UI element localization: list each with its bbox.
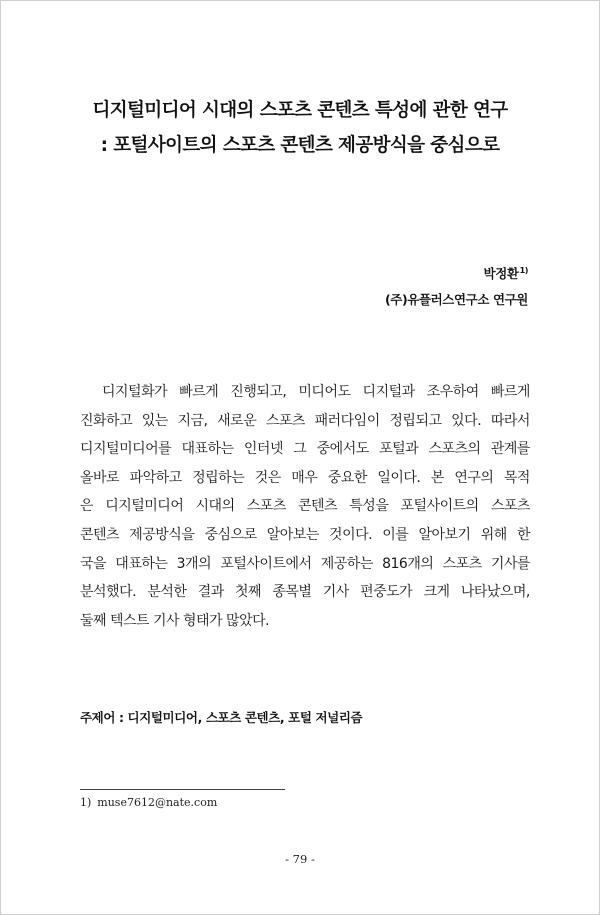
abstract-line: 국을 대표하는 3개의 포털사이트에서 제공하는 816개의 스포츠 기사를 <box>80 555 530 572</box>
footnote-mark: 1) <box>80 796 92 809</box>
author-footnote-mark: 1) <box>519 266 528 275</box>
footnote-divider <box>80 789 285 790</box>
footnote-email: muse7612@nate.com <box>97 796 218 809</box>
author-name-line <box>484 264 528 282</box>
abstract-line: 분석했다. 분석한 결과 첫째 종목별 기사 편중도가 크게 나타났으며, <box>80 584 530 601</box>
paper-title: 디지털미디어 시대의 스포츠 콘텐츠 특성에 관한 연구 <box>92 100 508 121</box>
abstract-line: 진화하고 있는 지금, 새로운 스포츠 패러다임이 정립되고 있다. 따라서 <box>80 412 530 429</box>
abstract-line: 디지털미디어를 대표하는 인터넷 그 중에서도 포털과 스포츠의 관계를 <box>80 441 530 458</box>
keywords: 주제어 : 디지털미디어, 스포츠 콘텐츠, 포털 저널리즘 <box>80 710 363 725</box>
paper-subtitle: : 포털사이트의 스포츠 콘텐츠 제공방식을 중심으로 <box>100 135 500 156</box>
page-number: - 79 - <box>285 852 315 866</box>
abstract-line: 디지털화가 빠르게 진행되고, 미디어도 디지털과 조우하여 빠르게 <box>102 384 530 400</box>
author-name: 박정환 <box>483 266 519 281</box>
author-affiliation: (주)유플러스연구소 연구원 <box>384 292 528 307</box>
abstract-line: 은 디지털미디어 시대의 스포츠 콘텐츠 특성을 포털사이트의 스포츠 <box>80 498 530 515</box>
abstract-line: 콘텐츠 제공방식을 중심으로 알아보는 것이다. 이를 알아보기 위해 한 <box>80 526 530 543</box>
abstract-line: 둘째 텍스트 기사 형태가 많았다. <box>80 612 270 629</box>
abstract <box>80 378 530 635</box>
footnote <box>80 796 217 809</box>
abstract-line: 올바로 파악하고 정립하는 것은 매우 중요한 일이다. 본 연구의 목적 <box>80 469 530 486</box>
